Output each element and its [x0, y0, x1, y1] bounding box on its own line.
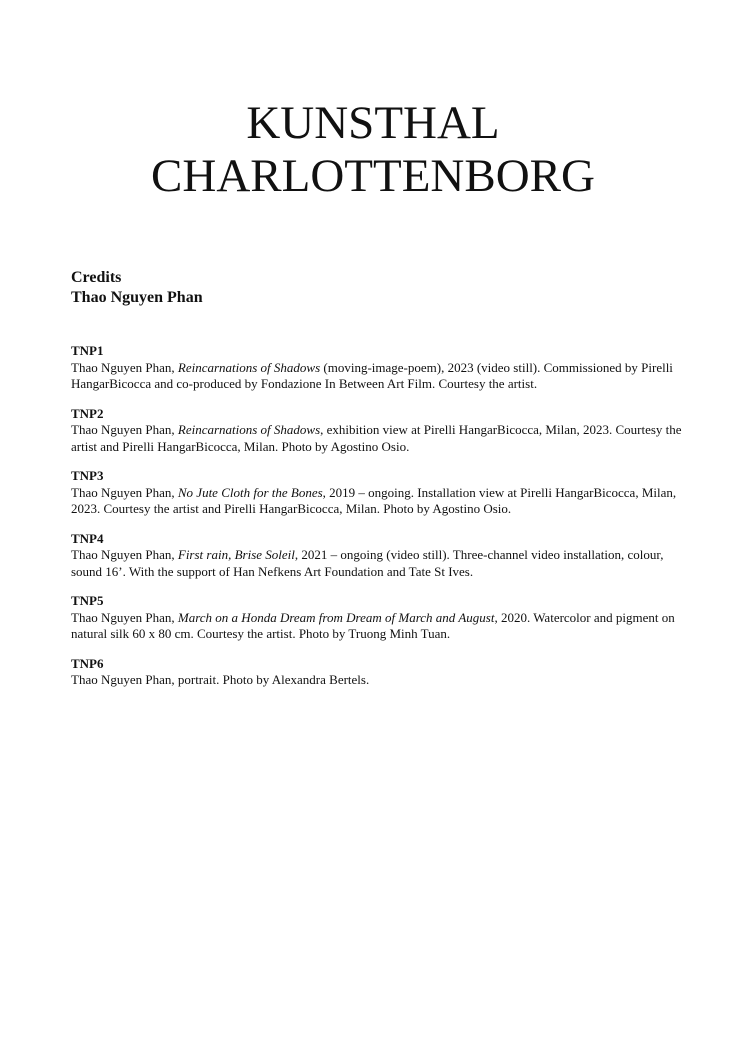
credit-text [71, 485, 691, 518]
logo-line-1: KUNSTHAL [246, 97, 500, 149]
credit-prefix: Thao Nguyen Phan, portrait. Photo by Alexandra Bertels. [71, 672, 370, 687]
credit-item-tnp5 [71, 593, 691, 643]
credit-suffix: , 2020. Watercolor and pigment on natural silk 60 x 80 cm. Courtesy the artist. Photo by Truong Minh Tuan. [71, 609, 675, 641]
credit-text [71, 547, 691, 580]
credit-prefix: Thao Nguyen Phan, [71, 359, 178, 375]
credits-list [71, 343, 691, 702]
credit-prefix: Thao Nguyen Phan, [71, 609, 178, 625]
credit-suffix: , 2019 – ongoing. Installation view at Pirelli HangarBicocca, Milan, 2023. Courtesy the artist and Pirelli HangarBicocca, Milan. Photo by Agostino Osio. [71, 484, 677, 516]
credit-work-title: No Jute Cloth for the Bones [177, 484, 323, 500]
credits-heading [71, 268, 203, 308]
credit-code: TNP6 [71, 655, 104, 671]
credit-text [71, 360, 691, 393]
credits-title: Credits [71, 269, 122, 286]
kunsthal-logo [0, 97, 746, 203]
credit-item-tnp3 [71, 468, 691, 518]
credit-code: TNP1 [71, 343, 104, 358]
credit-work-title: Reincarnations of Shadows [177, 359, 321, 375]
credit-suffix: (moving-image-poem), 2023 (video still). Commissioned by Pirelli HangarBicocca and co-produced by Fondazione In Between Art Film. Courtesy the artist. [71, 359, 673, 391]
credit-work-title: March on a Honda Dream from Dream of March and August [177, 609, 495, 625]
credit-work-title: First rain, Brise Soleil [177, 547, 295, 562]
logo-line-2: CHARLOTTENBORG [151, 150, 595, 202]
credit-item-tnp2 [71, 406, 691, 456]
credit-prefix: Thao Nguyen Phan, [71, 484, 178, 500]
credit-suffix: , exhibition view at Pirelli HangarBicocca, Milan, 2023. Courtesy the artist and Pirelli HangarBicocca, Milan. Photo by Agostino Osio. [71, 422, 682, 454]
credit-text [71, 610, 691, 643]
credit-code: TNP2 [71, 405, 104, 421]
artist-name: Thao Nguyen Phan [71, 289, 203, 306]
credit-prefix: Thao Nguyen Phan, [71, 547, 178, 562]
credit-text [71, 422, 691, 455]
credit-suffix: , 2021 – ongoing (video still). Three-channel video installation, colour, sound 16’. With the support of Han Nefkens Art Foundation and Tate St Ives. [71, 547, 664, 579]
credit-work-title: Reincarnations of Shadows [177, 422, 321, 437]
credit-item-tnp1 [71, 343, 691, 393]
credit-code: TNP5 [71, 593, 104, 608]
credit-text [71, 672, 691, 689]
credit-item-tnp4 [71, 531, 691, 581]
credit-prefix: Thao Nguyen Phan, [71, 422, 178, 437]
credit-code: TNP3 [71, 468, 104, 483]
credit-item-tnp6 [71, 656, 691, 689]
credit-code: TNP4 [71, 530, 104, 546]
